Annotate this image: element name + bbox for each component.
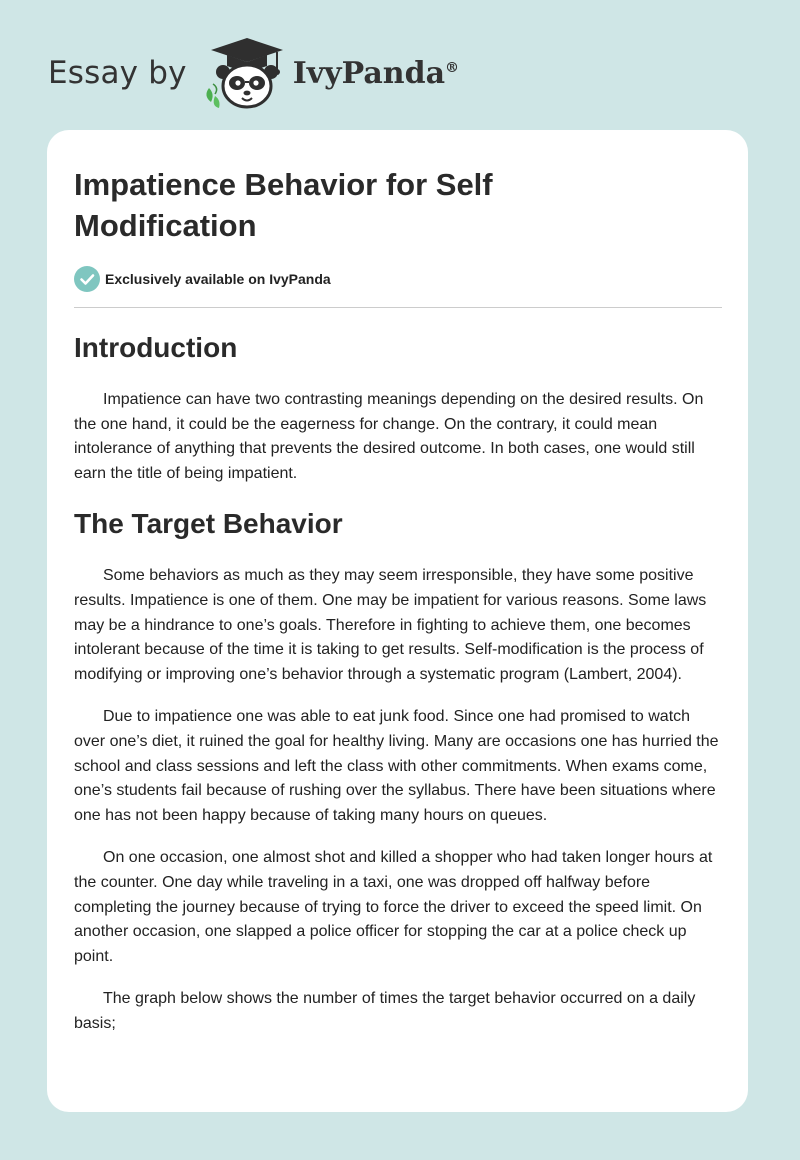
section-introduction [74, 330, 722, 486]
brand-name: IvyPanda® [292, 55, 460, 91]
badge-text: Exclusively available on IvyPanda [105, 271, 331, 287]
paragraph: The graph below shows the number of times the target behavior occurred on a daily basis; [74, 990, 696, 1032]
panda-logo-icon[interactable] [201, 36, 289, 110]
paragraph: Due to impatience one was able to eat junk food. Since one had promised to watch over one’s diet, it ruined the goal for healthy living. Many are occasions one has hurried the school and class sessions and left the class with other commitments. When exams come, one’s students fail because of rushing over the syllabus. There have been situations where one has not been happy because of taking many hours on queues. [74, 708, 719, 824]
title-divider [74, 307, 722, 308]
section-target-behavior [74, 506, 722, 1036]
site-header [48, 36, 459, 110]
check-circle-icon [74, 266, 100, 292]
paragraph: Some behaviors as much as they may seem irresponsible, they have some positive results. Impatience is one of them. One may be impatient for various reasons. Some laws may be a hindrance to one’s goals. Therefore in fighting to achieve them, one becomes intolerant because of the time it is taking to get results. Self-modification is the process of modifying or improving one’s behavior through a systematic program (Lambert, 2004). [74, 567, 707, 683]
essay-title: Impatience Behavior for Self Modification [74, 167, 493, 243]
paragraph: Impatience can have two contrasting meanings depending on the desired results. On the one hand, it could be the eagerness for change. On the contrary, it could mean intolerance of anything that prevents the desired outcome. In both cases, one would still earn the title of being impatient. [74, 391, 704, 482]
exclusive-badge [74, 265, 722, 293]
essay-card [47, 130, 748, 1112]
section-heading: Introduction [74, 332, 238, 363]
paragraph: On one occasion, one almost shot and killed a shopper who had taken longer hours at the counter. One day while traveling in a taxi, one was dropped off halfway before completing the journey because of trying to force the driver to exceed the speed limit. On another occasion, one slapped a police officer for stopping the car at a police check up point. [74, 849, 713, 965]
brand-prefix: Essay by [48, 55, 187, 91]
section-heading: The Target Behavior [74, 508, 343, 540]
